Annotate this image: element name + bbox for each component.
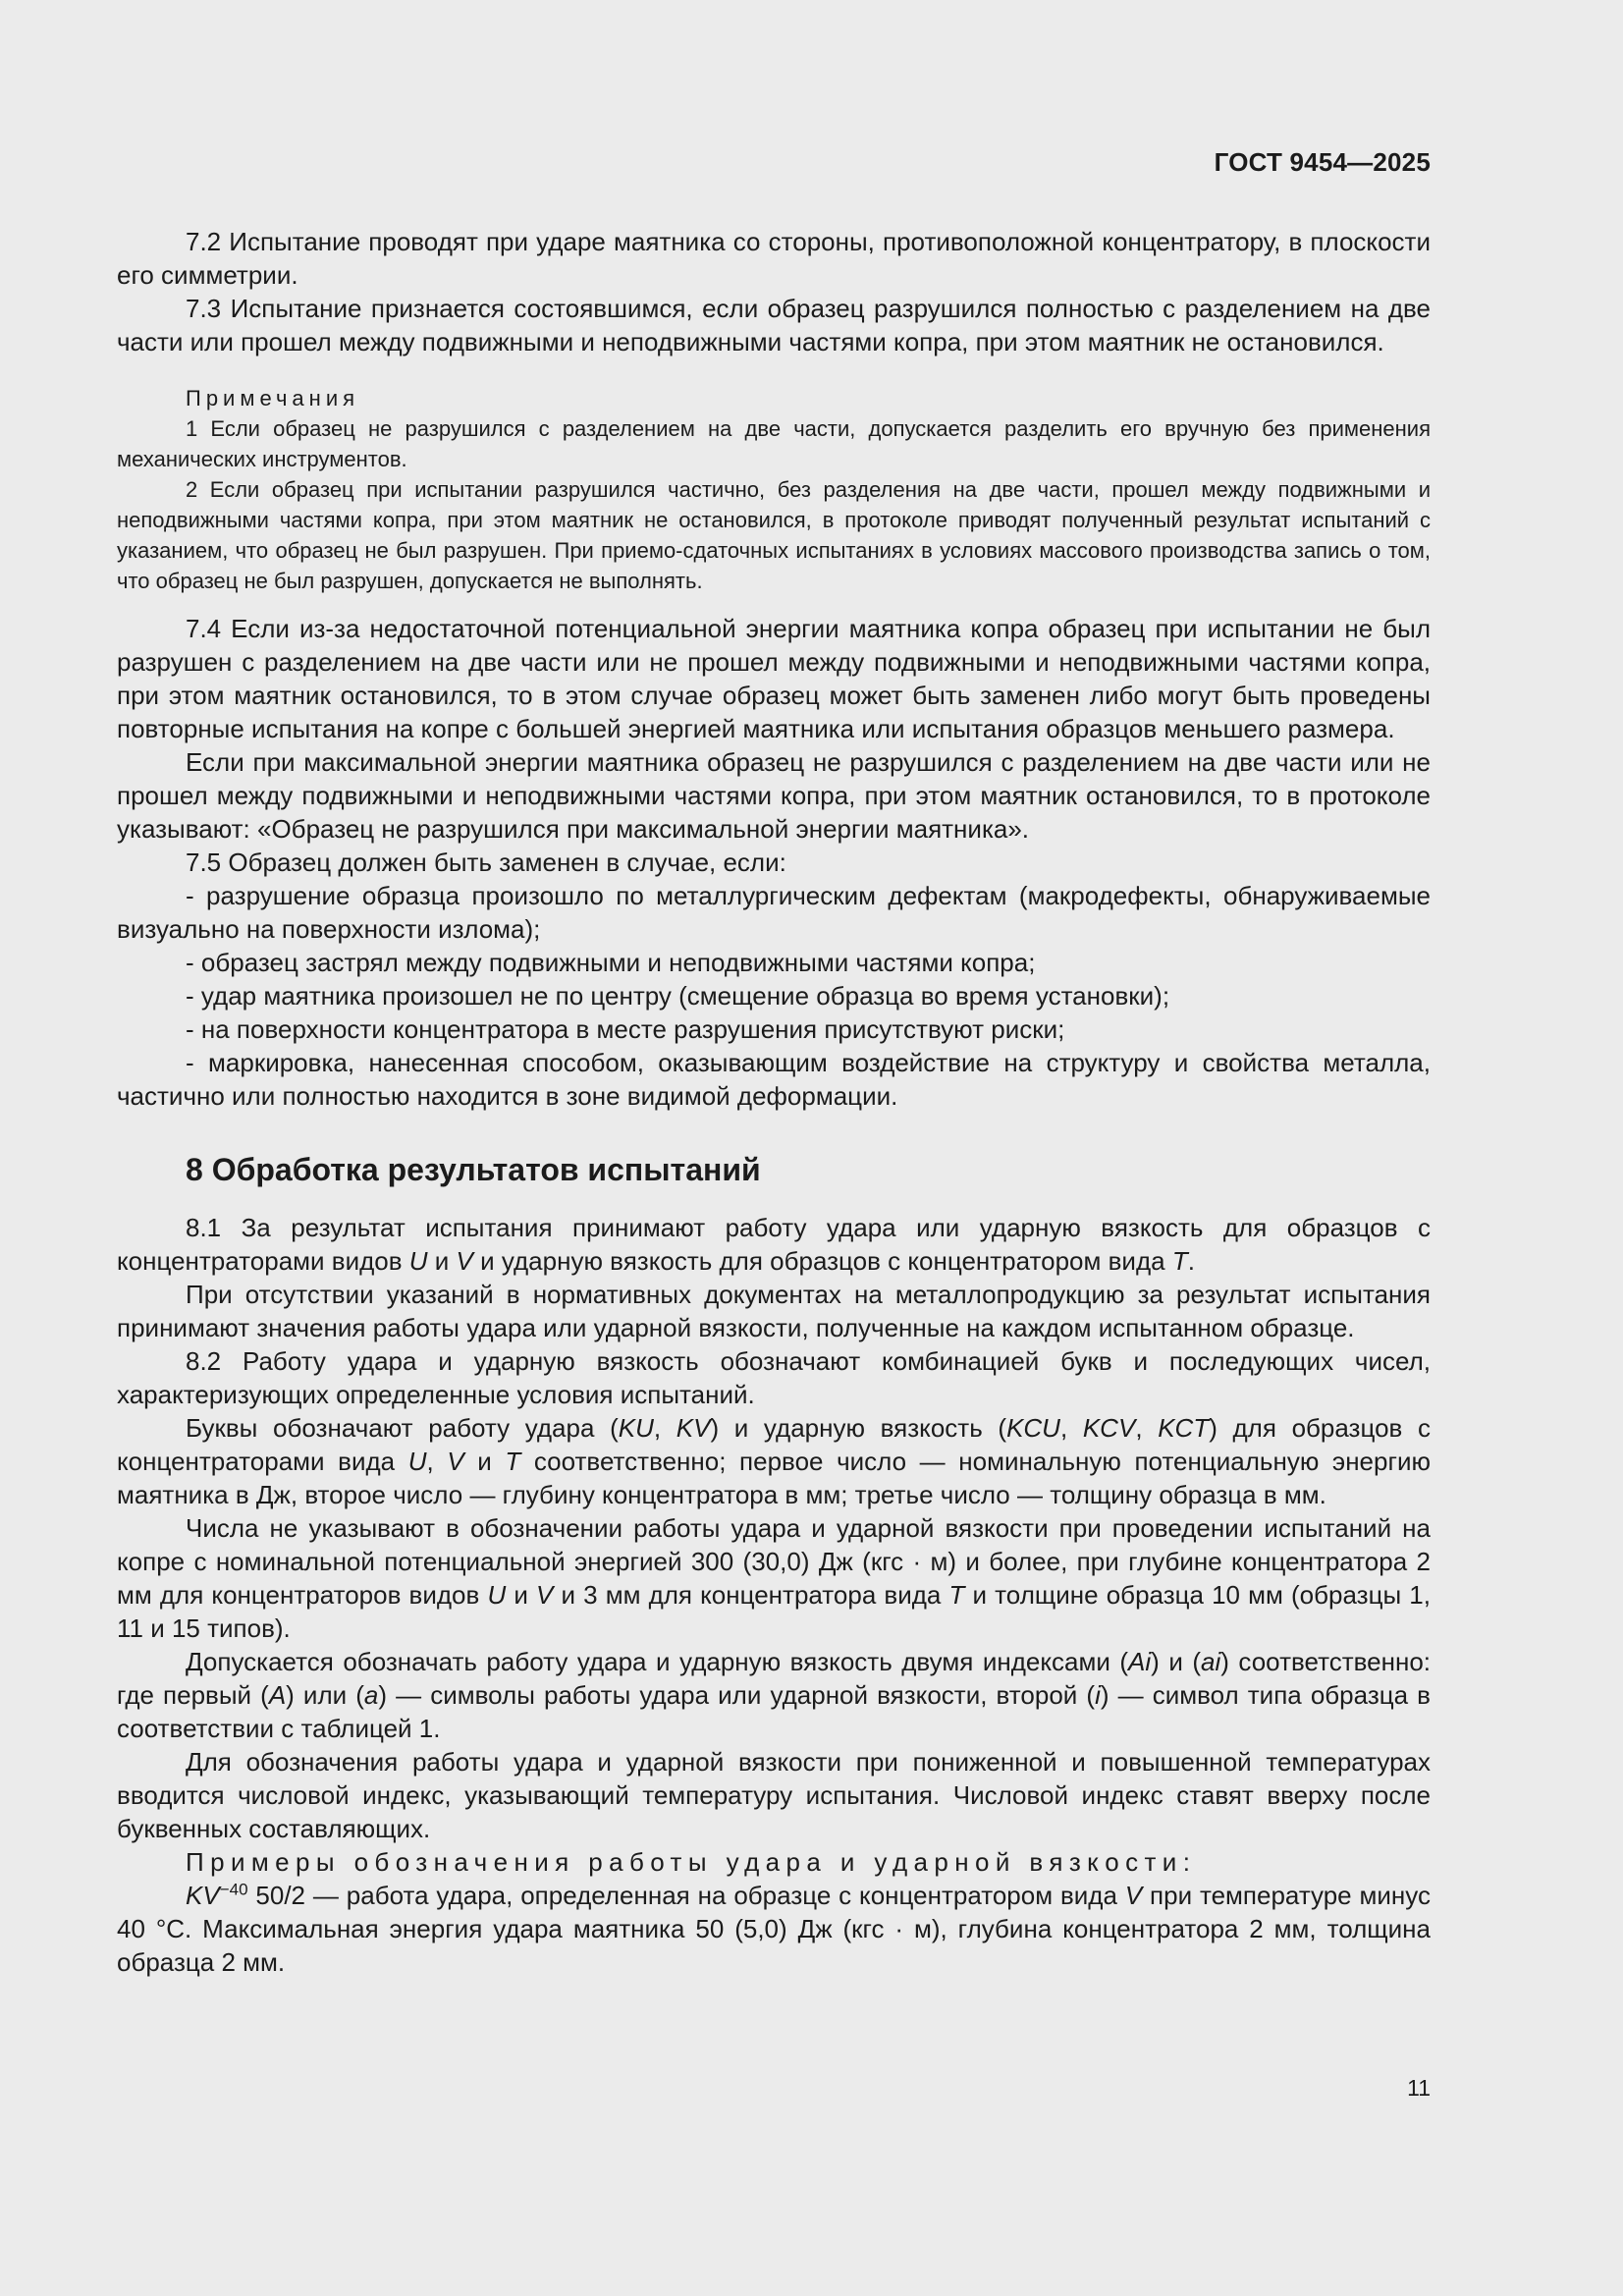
examples-title: Примеры обозначения работы удара и ударной вязкости: bbox=[186, 1847, 1197, 1877]
paragraph-7-4-continued: Если при максимальной энергии маятника образец не разрушился с разделением на две части или не прошел между подвижными и неподвижными частями копра, при этом маятник остановился, то в протоколе указывают: «Образец не разрушился при максимальной энергии маятника». bbox=[117, 747, 1431, 844]
paragraph-8-2-temperature: Для обозначения работы удара и ударной вязкости при пониженной и повышенной температурах вводится числовой индекс, указывающий температуру испытания. Числовой индекс ставят вверху после буквенных составляющих. bbox=[117, 1747, 1431, 1843]
list-item: - удар маятника произошел не по центру (смещение образца во время установки); bbox=[186, 981, 1170, 1011]
list-item: - разрушение образца произошло по металлургическим дефектам (макродефекты, обнаруживаемые визуально на поверхности излома); bbox=[117, 881, 1431, 944]
paragraph-8-2-letters: Буквы обозначают работу удара (KU, KV) и ударную вязкость (KCU, KCV, KCT) для образцов с концентраторами вида U, V и T соответственно; первое число — номинальную потенциальную энергию маятника в Дж, второе число — глубину концентратора в мм; третье число — толщину образца в мм. bbox=[117, 1413, 1431, 1509]
paragraph-8-2-indices: Допускается обозначать работу удара и ударную вязкость двумя индексами (Ai) и (ai) соответственно: где первый (A) или (a) — символы работы удара или ударной вязкости, второй (i) — символ типа образца в соответствии с таблицей 1. bbox=[117, 1647, 1431, 1743]
notes-block bbox=[117, 384, 1431, 596]
paragraph-7-2: 7.2 Испытание проводят при ударе маятника со стороны, противоположной концентратору, в плоскости его симметрии. bbox=[117, 227, 1431, 290]
example-paragraph: $KV^{-40}$ 50/2 — работа удара, определенная на образце с концентратором вида V при температуре минус 40 °С. Максимальная энергия удара маятника 50 (5,0) Дж (кгс · м), глубина концентратора 2 мм, толщина образца 2 мм. bbox=[117, 1880, 1431, 1977]
paragraph-8-2-numbers: Числа не указывают в обозначении работы удара и ударной вязкости при проведении испытаний на копре с номинальной потенциальной энергией 300 (30,0) Дж (кгс · м) и более, при глубине концентратора 2 мм для концентраторов видов U и V и 3 мм для концентратора вида T и толщине образца 10 мм (образцы 1, 11 и 15 типов). bbox=[117, 1513, 1431, 1643]
list-item: - на поверхности концентратора в месте разрушения присутствуют риски; bbox=[186, 1014, 1065, 1044]
paragraph-7-4: 7.4 Если из-за недостаточной потенциальной энергии маятника копра образец при испытании не был разрушен с разделением на две части или не прошел между подвижными и неподвижными частями копра, при этом маятник остановился, то в этом случае образец может быть заменен либо могут быть проведены повторные испытания на копре с большей энергией маятника или испытания образцов меньшего размера. bbox=[117, 614, 1431, 743]
notes-title: Примечания bbox=[186, 386, 360, 410]
paragraph-7-3: 7.3 Испытание признается состоявшимся, если образец разрушился полностью с разделением на две части или прошел между подвижными и неподвижными частями копра, при этом маятник не остановился. bbox=[117, 294, 1431, 356]
list-item: - маркировка, нанесенная способом, оказывающим воздействие на структуру и свойства металла, частично или полностью находится в зоне видимой деформации. bbox=[117, 1048, 1431, 1111]
section-8-title: 8 Обработка результатов испытаний bbox=[186, 1152, 761, 1187]
page-number: 11 bbox=[1407, 2075, 1431, 2101]
paragraph-8-1: 8.1 За результат испытания принимают работу удара или ударную вязкость для образцов с концентраторами видов U и V и ударную вязкость для образцов с концентратором вида T. bbox=[117, 1213, 1431, 1276]
paragraph-8-2: 8.2 Работу удара и ударную вязкость обозначают комбинацией букв и последующих чисел, характеризующих определенные условия испытаний. bbox=[117, 1346, 1431, 1409]
note-2: 2 Если образец при испытании разрушился частично, без разделения на две части, прошел между подвижными и неподвижными частями копра, при этом маятник не остановился, в протоколе приводят полученный результат испытаний с указанием, что образец не был разрушен. При приемо-сдаточных испытаниях в условиях массового производства запись о том, что образец не был разрушен, допускается не выполнять. bbox=[117, 477, 1431, 593]
page-content bbox=[117, 225, 1431, 1979]
document-page bbox=[117, 0, 1431, 2296]
paragraph-7-5: 7.5 Образец должен быть заменен в случае, если: bbox=[186, 847, 786, 877]
paragraph-8-1-continued: При отсутствии указаний в нормативных документах на металлопродукцию за результат испытания принимают значения работы удара или ударной вязкости, полученные на каждом испытанном образце. bbox=[117, 1280, 1431, 1342]
list-item: - образец застрял между подвижными и неподвижными частями копра; bbox=[186, 948, 1036, 977]
note-1: 1 Если образец не разрушился с разделением на две части, допускается разделить его вручную без применения механических инструментов. bbox=[117, 416, 1431, 471]
document-code: ГОСТ 9454—2025 bbox=[1214, 147, 1431, 177]
